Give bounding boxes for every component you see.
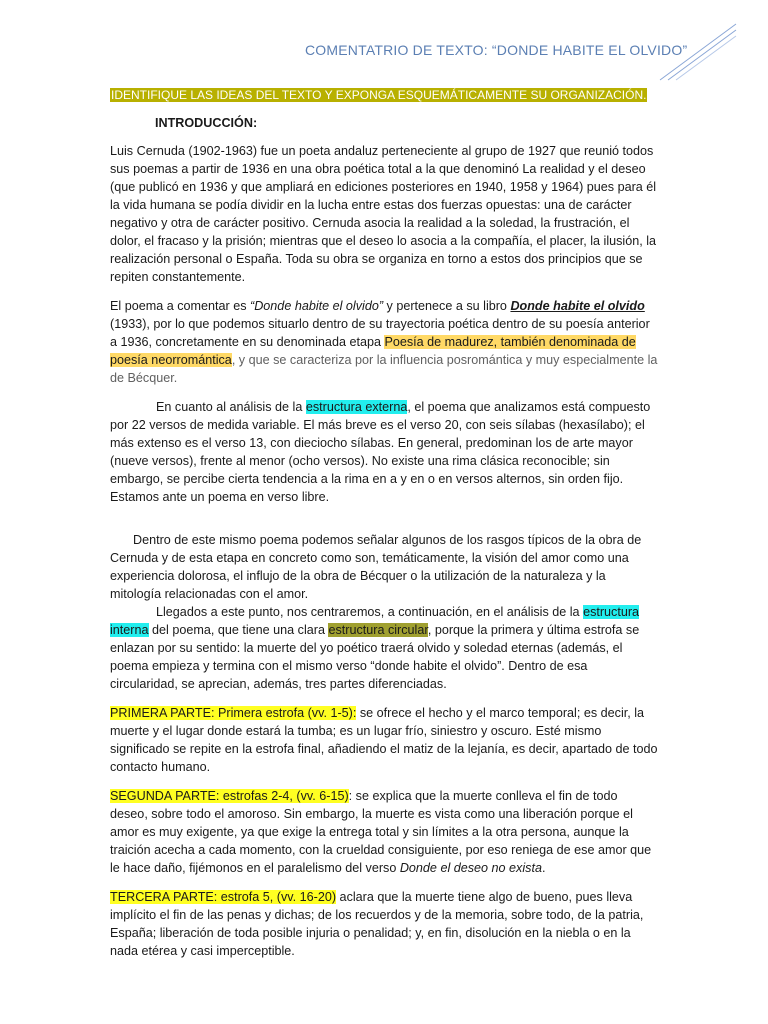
p3-text-c: , el poema que analizamos está compuesto por 22 versos de medida variable. El más breve es el verso 20, con seis sílabas (hexasílabo); el más extenso es el verso 13, con dieciocho sílabas. En general, predominan los de arte mayor (nueve versos), frente al menor (ocho versos). No existe una rima clásica reconocible; sin embargo, se percibe cierta tendencia a la rima en a y en o en versos alternos, sin orden fijo. Estamos ante un poema en verso libre. <box>110 400 651 504</box>
part-two-label: SEGUNDA PARTE: estrofas 2-4, (vv. 6-15) <box>110 789 349 803</box>
poem-title-italic: “Donde habite el olvido” <box>250 299 384 313</box>
task-heading <box>110 86 658 104</box>
typical-traits-paragraph: Dentro de este mismo poema podemos señalar algunos de los rasgos típicos de la obra de Cernuda y de esta etapa en concreto como son, temáticamente, la visión del amor como una experiencia dolorosa, el influjo de la obra de Bécquer o la utilización de la naturaleza y la mitología relacionadas con el amor. <box>110 533 642 601</box>
circular-structure-highlight: estructura circular <box>328 623 428 637</box>
task-highlight: IDENTIFIQUE LAS IDEAS DEL TEXTO Y EXPONGA ESQUEMÁTICAMENTE SU ORGANIZACIÓN. <box>111 88 647 102</box>
part-one-text: se ofrece el hecho y el marco temporal; es decir, la muerte y el lugar donde estará la tumba; es un lugar frío, siniestro y oscuro. Esté mismo significado se repite en la estrofa final, añadiendo el matiz de la lejanía, es decir, apartado de todo contacto humano. <box>110 706 658 774</box>
p2-text-a: El poema a comentar es <box>110 299 251 313</box>
part-three-label: TERCERA PARTE: estrofa 5, (vv. 16-20) <box>110 890 337 904</box>
part-three-paragraph <box>110 888 658 960</box>
external-structure-highlight: estructura externa <box>305 400 408 414</box>
p5-text-a: Llegados a este punto, nos centraremos, a continuación, en el análisis de la <box>156 605 584 619</box>
part-two-paragraph <box>110 787 658 877</box>
header-title: COMENTATRIO DE TEXTO: “DONDE HABITE EL OLVIDO” <box>305 42 688 58</box>
p3-text-a: En cuanto al análisis de la <box>156 400 306 414</box>
part-two-text: : se explica que la muerte conlleva el fin de todo deseo, sobre todo el amoroso. Sin embargo, la muerte es vista como una liberación porque el amor es muy exigente, ya que exige la entrega total y sin límites a la otra persona, aunque la traición acecha a cada momento, con la crueldad consiguiente, por eso reniega de ese amor que le hace daño, fijémonos en el paralelismo del verso <box>110 789 652 875</box>
part-two-end: . <box>541 861 546 875</box>
stage-highlight: Poesía de madurez, también denominada de poesía neorromántica <box>110 335 636 367</box>
p5-text-c: del poema, que tiene una clara <box>148 623 329 637</box>
p2-text-g: , y que se caracteriza por la influencia posromántica y muy especialmente la de Bécquer. <box>110 353 658 385</box>
part-three-text: aclara que la muerte tiene algo de bueno, pues lleva implícito el fin de las penas y dichas; de los recuerdos y de la memoria, sobre todo, de la patria, España; liberación de toda posible injuria o penalidad; y, en fin, disolución en la niebla o en la nada etérea y casi imperceptible. <box>110 890 644 958</box>
p2-text-c: y pertenece a su libro <box>383 299 511 313</box>
part-one-paragraph <box>110 704 658 776</box>
document-body <box>110 86 658 971</box>
poem-context-paragraph <box>110 297 658 387</box>
book-title: Donde habite el olvido <box>510 299 645 313</box>
p5-text-e: , porque la primera y última estrofa se enlazan por su sentido: la muerte del yo poético traerá olvido y soledad eternas (además, el poema empieza y termina con el mismo verso “donde habite el olvido”. Dentro de esa circularidad, se aprecian, además, tres partes diferenciadas. <box>110 623 640 691</box>
internal-structure-paragraph <box>110 603 658 693</box>
header-corner-decoration <box>658 22 738 82</box>
external-structure-paragraph <box>110 398 658 506</box>
internal-structure-highlight: estructura interna <box>110 605 640 637</box>
part-one-label: PRIMERA PARTE: Primera estrofa (vv. 1-5): <box>110 706 357 720</box>
intro-paragraph: Luis Cernuda (1902-1963) fue un poeta andaluz perteneciente al grupo de 1927 que reunió todos sus poemas a partir de 1936 en una obra poética total a la que denominó La realidad y el deseo (que publicó en 1936 y que ampliará en ediciones posteriores en 1940, 1958 y 1964) pues para él la vida humana se podía dividir en la lucha entre estas dos fuerzas opuestas: una de carácter negativo y otra de carácter positivo. Cernuda asocia la realidad a la soledad, la frustración, el dolor, el fracaso y la prisión; mientras que el deseo lo asocia a la compañía, el placer, la ilusión, la realización personal o España. Toda su obra se organiza en torno a estos dos principios que se repiten constantemente. <box>110 144 657 284</box>
intro-heading: INTRODUCCIÓN: <box>155 116 258 130</box>
p2-text-e: (1933), por lo que podemos situarlo dentro de su trayectoria poética dentro de su poesía anterior a 1936, concretamente en su denominada etapa <box>110 317 650 349</box>
spacer <box>110 517 658 531</box>
part-two-italic-verse: Donde el deseo no exista <box>399 861 542 875</box>
